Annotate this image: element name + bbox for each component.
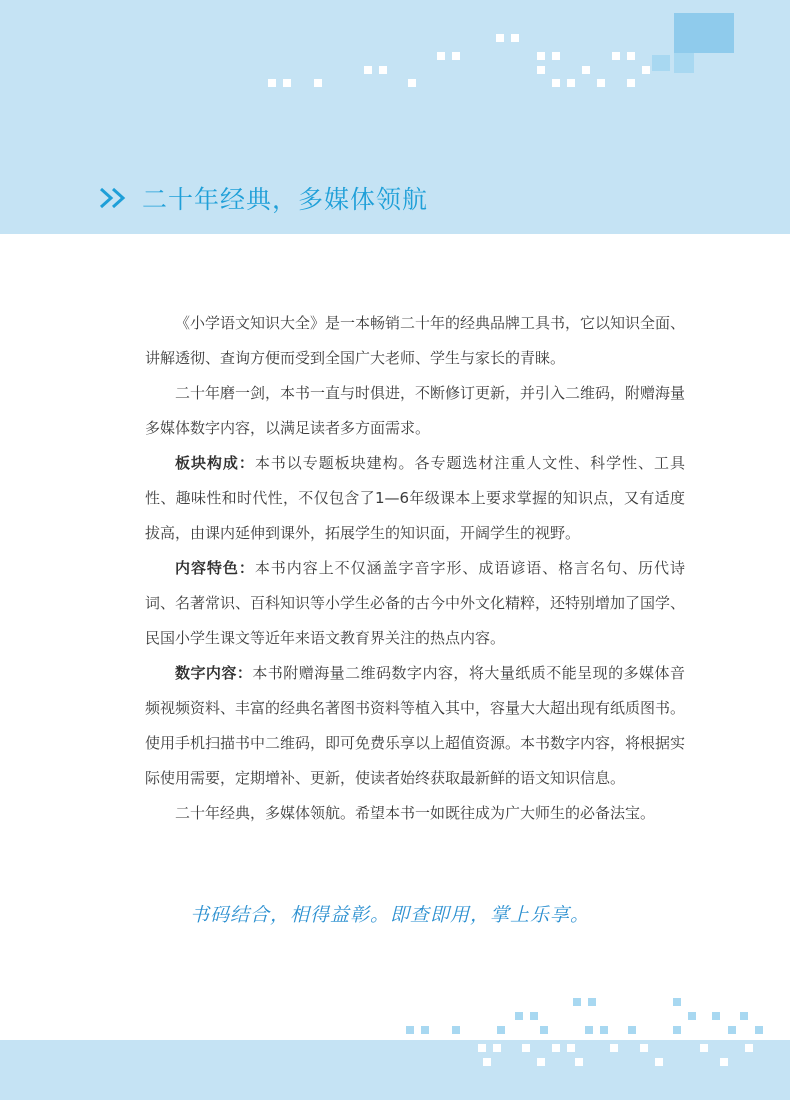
features-text: 本书内容上不仅涵盖字音字形、成语谚语、格言名句、历代诗词、名著常识、百科知识等小学生必备的古今中外文化精粹，还特别增加了国学、民国小学生课文等近年来语文教育界关注的热点内容。 xyxy=(145,559,686,647)
paragraph-closing: 二十年经典，多媒体领航。希望本书一如既往成为广大师生的必备法宝。 xyxy=(175,804,656,822)
structure-text: 本书以专题板块建构。各专题选材注重人文性、科学性、工具性、趣味性和时代性，不仅包含了1—6年级课本上要求掌握的知识点，又有适度拔高，由课内延伸到课外，拓展学生的知识面，开阔学生的视野。 xyxy=(145,454,685,542)
paragraph-features xyxy=(145,551,685,656)
paragraph-intro: 《小学语文知识大全》是一本畅销二十年的经典品牌工具书，它以知识全面、讲解透彻、查询方便而受到全国广大老师、学生与家长的青睐。 xyxy=(145,314,686,367)
double-chevron-right-icon xyxy=(98,186,132,210)
structure-label: 板块构成： xyxy=(175,454,255,472)
digital-text: 本书附赠海量二维码数字内容，将大量纸质不能呈现的多媒体音频视频资料、丰富的经典名著图书资料等植入其中，容量大大超出现有纸质图书。使用手机扫描书中二维码，即可免费乐享以上超值资源。本书数字内容，将根据实际使用需要，定期增补、更新，使读者始终获取最新鲜的语文知识信息。 xyxy=(145,664,686,787)
footer-band xyxy=(0,1040,790,1100)
body-text xyxy=(145,306,685,831)
page-title: 二十年经典，多媒体领航 xyxy=(142,185,429,214)
paragraph-update: 二十年磨一剑，本书一直与时俱进，不断修订更新，并引入二维码，附赠海量多媒体数字内容，以满足读者多方面需求。 xyxy=(145,384,686,437)
slogan: 书码结合，相得益彰。即查即用，掌上乐享。 xyxy=(190,904,591,926)
features-label: 内容特色： xyxy=(175,559,255,577)
paragraph-digital xyxy=(145,656,685,796)
paragraph-structure xyxy=(145,446,685,551)
digital-label: 数字内容： xyxy=(175,664,253,682)
section-title xyxy=(98,178,428,218)
